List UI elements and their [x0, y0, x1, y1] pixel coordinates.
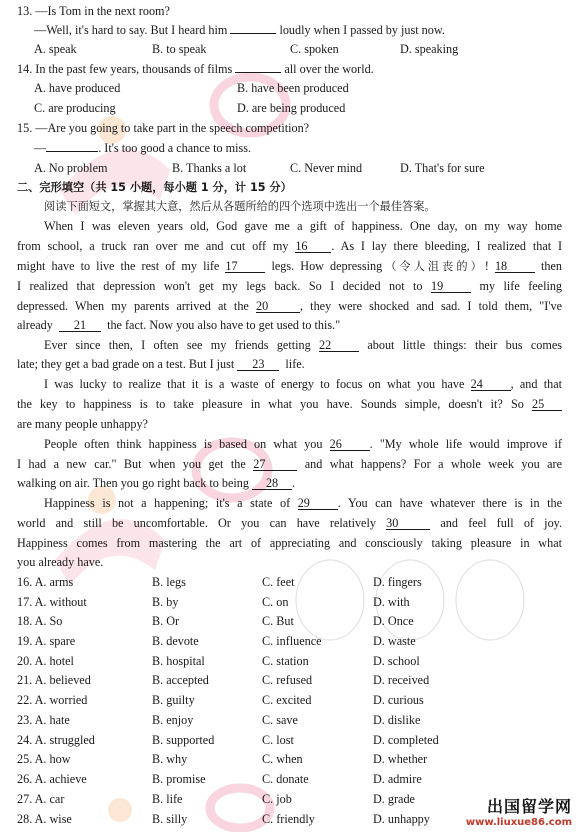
site-url: www.liuxue86.com	[465, 817, 572, 828]
passage-line-2: from school, a truck ran over me and cut off my 16 . As I lay there bleeding, I realized that I	[17, 239, 562, 253]
passage-line-8: late; they get a bad grade on a test. But I just 23 life.	[17, 357, 305, 371]
option-19-b[interactable]: B. devote	[152, 634, 199, 648]
option-27-a[interactable]: 27. A. car	[17, 792, 65, 806]
passage-line-3: might have to live the rest of my life 17 legs. How depressing（令人沮丧的）! 18 then	[17, 259, 563, 273]
option-17-a[interactable]: 17. A. without	[17, 595, 87, 609]
option-23-b[interactable]: B. enjoy	[152, 713, 194, 727]
option-27-d[interactable]: D. grade	[373, 792, 415, 806]
q13-response: —Well, it's hard to say. But I heard him loudly when I passed by just now.	[34, 23, 445, 37]
q13-stem: 13. —Is Tom in the next room?	[17, 4, 170, 18]
option-26-d[interactable]: D. admire	[373, 772, 422, 786]
option-22-c[interactable]: C. excited	[262, 693, 312, 707]
q15-option-a[interactable]: A. No problem	[34, 161, 108, 175]
answer-blank	[230, 33, 276, 34]
option-27-c[interactable]: C. job	[262, 792, 292, 806]
q13-option-b[interactable]: B. to speak	[152, 42, 207, 56]
option-24-d[interactable]: D. completed	[373, 733, 439, 747]
passage-line-4: I realized that depression won't get my legs back. So I decided not to 19 my life feeling	[17, 279, 563, 293]
option-26-c[interactable]: C. donate	[262, 772, 309, 786]
option-25-b[interactable]: B. why	[152, 752, 188, 766]
option-21-d[interactable]: D. received	[373, 673, 430, 687]
passage-line-11: are many people unhappy?	[17, 417, 148, 431]
passage-line-5: depressed. When my parents arrived at the 20 , they were shocked and sad. I told them, "I've	[17, 299, 563, 313]
option-24-b[interactable]: B. supported	[152, 733, 215, 747]
blank-17: 17	[225, 260, 265, 273]
passage-line-10: the key to happiness is to take pleasure in what you have. Sounds simple, doesn't it? So 25	[17, 397, 562, 411]
q14-option-c[interactable]: C. are producing	[34, 101, 116, 115]
passage-line-6: already 21 the fact. Now you also have to get used to this."	[17, 318, 341, 332]
option-22-b[interactable]: B. guilty	[152, 693, 195, 707]
option-20-a[interactable]: 20. A. hotel	[17, 654, 74, 668]
option-16-c[interactable]: C. feet	[262, 575, 295, 589]
option-17-c[interactable]: C. on	[262, 595, 289, 609]
option-27-b[interactable]: B. life	[152, 792, 183, 806]
option-24-c[interactable]: C. lost	[262, 733, 294, 747]
option-23-d[interactable]: D. dislike	[373, 713, 421, 727]
blank-23: 23	[237, 358, 279, 371]
q15-option-c[interactable]: C. Never mind	[290, 161, 363, 175]
option-21-a[interactable]: 21. A. believed	[17, 673, 91, 687]
option-28-a[interactable]: 28. A. wise	[17, 812, 72, 826]
option-23-a[interactable]: 23. A. hate	[17, 713, 70, 727]
option-17-b[interactable]: B. by	[152, 595, 179, 609]
option-17-d[interactable]: D. with	[373, 595, 410, 609]
option-16-b[interactable]: B. legs	[152, 575, 186, 589]
passage-line-15: Happiness is not a happening; it's a state of 29 . You can have whatever there is in the	[44, 496, 562, 510]
option-28-d[interactable]: D. unhappy	[373, 812, 430, 826]
option-23-c[interactable]: C. save	[262, 713, 298, 727]
option-19-d[interactable]: D. waste	[373, 634, 416, 648]
option-16-d[interactable]: D. fingers	[373, 575, 422, 589]
option-26-a[interactable]: 26. A. achieve	[17, 772, 87, 786]
option-18-c[interactable]: C. But	[262, 614, 294, 628]
q13-option-c[interactable]: C. spoken	[290, 42, 339, 56]
blank-24: 24	[471, 378, 511, 391]
blank-25: 25	[532, 398, 562, 411]
q15-response: — . It's too good a chance to miss.	[34, 141, 252, 155]
blank-20: 20	[256, 300, 300, 313]
option-21-b[interactable]: B. accepted	[152, 673, 209, 687]
passage-line-7: Ever since then, I often see my friends getting 22 about little things: their bus comes	[44, 338, 563, 352]
option-20-b[interactable]: B. hospital	[152, 654, 205, 668]
q13-option-a[interactable]: A. speak	[34, 42, 77, 56]
section-title: 二、完形填空（共 15 小题，每小题 1 分，计 15 分）	[17, 181, 292, 194]
option-20-d[interactable]: D. school	[373, 654, 420, 668]
blank-22: 22	[319, 339, 359, 352]
q14-option-a[interactable]: A. have produced	[34, 81, 121, 95]
option-19-c[interactable]: C. influence	[262, 634, 322, 648]
q15-option-d[interactable]: D. That's for sure	[400, 161, 485, 175]
passage-line-14: walking on air. Then you go right back to being 28 .	[17, 476, 296, 490]
option-18-b[interactable]: B. Or	[152, 614, 180, 628]
option-22-d[interactable]: D. curious	[373, 693, 424, 707]
passage-line-9: I was lucky to realize that it is a waste of energy to focus on what you have 24 , and that	[44, 377, 563, 391]
blank-26: 26	[330, 438, 370, 451]
option-26-b[interactable]: B. promise	[152, 772, 206, 786]
q13-option-d[interactable]: D. speaking	[400, 42, 459, 56]
blank-30: 30	[386, 517, 430, 530]
option-18-a[interactable]: 18. A. So	[17, 614, 63, 628]
passage-line-1: When I was eleven years old, God gave me a gift of happiness. One day, on my way home	[44, 219, 562, 233]
blank-28: 28	[252, 477, 292, 490]
option-28-c[interactable]: C. friendly	[262, 812, 315, 826]
passage-line-17: Happiness comes from mastering the art of appreciating and consciously taking pleasure in what	[17, 536, 562, 550]
answer-blank	[235, 72, 281, 73]
option-16-a[interactable]: 16. A. arms	[17, 575, 74, 589]
option-21-c[interactable]: C. refused	[262, 673, 313, 687]
option-22-a[interactable]: 22. A. worried	[17, 693, 88, 707]
section-instruction: 阅读下面短文，掌握其大意，然后从各题所给的四个选项中选出一个最佳答案。	[44, 200, 436, 213]
option-24-a[interactable]: 24. A. struggled	[17, 733, 95, 747]
passage-line-13: I had a new car." But when you get the 27 and what happens? For a whole week you are	[17, 457, 563, 471]
passage-line-16: world and still be uncomfortable. Or you can have relatively 30 and feel full of joy.	[17, 516, 563, 530]
site-name: 出国留学网	[486, 797, 572, 816]
option-20-c[interactable]: C. station	[262, 654, 309, 668]
q15-option-b[interactable]: B. Thanks a lot	[172, 161, 247, 175]
q14-stem: 14. In the past few years, thousands of films all over the world.	[17, 62, 374, 76]
option-25-d[interactable]: D. whether	[373, 752, 428, 766]
option-19-a[interactable]: 19. A. spare	[17, 634, 76, 648]
answer-blank	[46, 151, 98, 152]
option-25-c[interactable]: C. when	[262, 752, 303, 766]
q14-option-d[interactable]: D. are being produced	[237, 101, 346, 115]
option-28-b[interactable]: B. silly	[152, 812, 188, 826]
passage-line-18: you already have.	[17, 555, 104, 569]
blank-21: 21	[59, 319, 101, 332]
option-18-d[interactable]: D. Once	[373, 614, 414, 628]
site-logo[interactable]	[466, 794, 572, 828]
passage-line-12: People often think happiness is based on what you 26 . "My whole life would improve if	[44, 437, 562, 451]
q15-stem: 15. —Are you going to take part in the speech competition?	[17, 121, 310, 135]
blank-16: 16	[295, 240, 331, 253]
blank-19: 19	[431, 280, 471, 293]
blank-29: 29	[298, 497, 338, 510]
q14-option-b[interactable]: B. have been produced	[237, 81, 349, 95]
option-25-a[interactable]: 25. A. how	[17, 752, 71, 766]
blank-18: 18	[495, 260, 535, 273]
blank-27: 27	[253, 458, 297, 471]
